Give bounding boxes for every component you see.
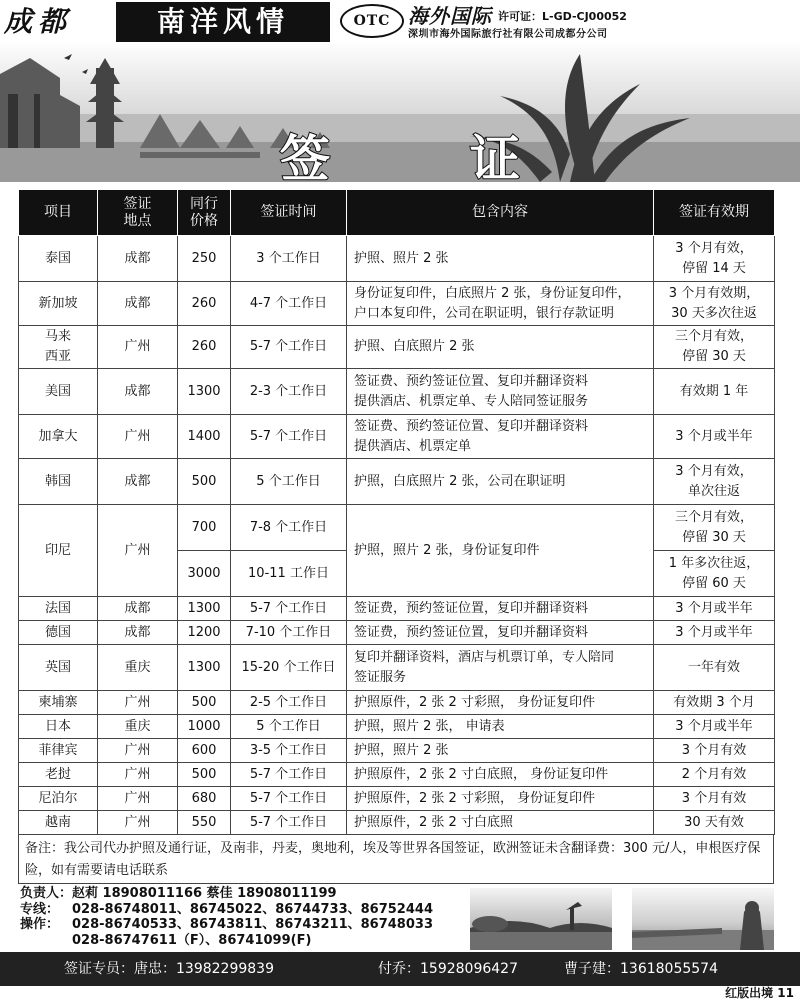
table-row <box>19 236 775 282</box>
table-row <box>19 415 775 459</box>
title-char-2: 证 <box>470 129 520 182</box>
title-char-1: 签 <box>280 129 330 182</box>
place-cell: 广州 <box>98 691 178 715</box>
col-header-time: 签证时间 <box>231 190 347 236</box>
table-header-row <box>19 190 775 236</box>
col-header-item: 项目 <box>19 190 98 236</box>
otc-logo-text: OTC <box>353 13 391 29</box>
time-cell: 4-7 个工作日 <box>231 282 347 326</box>
content-cell: 签证费，预约签证位置，复印并翻译资料 <box>347 621 654 645</box>
country-cell: 马来 西亚 <box>19 326 98 369</box>
place-cell: 成都 <box>98 597 178 621</box>
table-row <box>19 597 775 621</box>
country-cell: 加拿大 <box>19 415 98 459</box>
table-row <box>19 459 775 505</box>
time-cell: 5-7 个工作日 <box>231 763 347 787</box>
ops-value: 028-86740533、86743811、86743211、86748033 <box>72 917 433 932</box>
table-row <box>19 715 775 739</box>
table-row <box>19 763 775 787</box>
content-cell: 护照原件，2 张 2 寸彩照， 身份证复印件 <box>347 787 654 811</box>
country-cell: 柬埔寨 <box>19 691 98 715</box>
place-cell: 重庆 <box>98 715 178 739</box>
price-cell: 500 <box>178 691 231 715</box>
validity-cell: 3 个月有效， 单次往返 <box>654 459 775 505</box>
content-cell: 签证费，预约签证位置，复印并翻译资料 <box>347 597 654 621</box>
validity-cell: 3 个月有效期， 30 天多次往返 <box>654 282 775 326</box>
validity-cell: 3 个月有效， 停留 14 天 <box>654 236 775 282</box>
ops-line-2 <box>20 933 470 949</box>
price-cell: 600 <box>178 739 231 763</box>
visa-table <box>18 189 775 835</box>
validity-cell: 30 天有效 <box>654 811 775 835</box>
price-cell: 260 <box>178 326 231 369</box>
table-row <box>19 787 775 811</box>
validity-cell: 3 个月有效 <box>654 739 775 763</box>
table-row <box>19 505 775 551</box>
time-cell: 2-5 个工作日 <box>231 691 347 715</box>
table-row <box>19 282 775 326</box>
validity-cell: 3 个月或半年 <box>654 621 775 645</box>
place-cell: 广州 <box>98 326 178 369</box>
content-cell: 护照，照片 2 张， 申请表 <box>347 715 654 739</box>
time-cell: 3-5 个工作日 <box>231 739 347 763</box>
validity-cell: 1 年多次往返， 停留 60 天 <box>654 551 775 597</box>
time-cell: 5-7 个工作日 <box>231 415 347 459</box>
content-cell: 护照，照片 2 张，身份证复印件 <box>347 505 654 597</box>
validity-cell: 2 个月有效 <box>654 763 775 787</box>
table-row <box>19 326 775 369</box>
price-cell: 500 <box>178 459 231 505</box>
content-cell: 身份证复印件，白底照片 2 张，身份证复印件， 户口本复印件，公司在职证明，银行存款证明 <box>347 282 654 326</box>
country-cell: 日本 <box>19 715 98 739</box>
price-cell: 1200 <box>178 621 231 645</box>
place-cell: 广州 <box>98 415 178 459</box>
validity-cell: 三个月有效， 停留 30 天 <box>654 505 775 551</box>
price-cell: 1300 <box>178 369 231 415</box>
time-cell: 5-7 个工作日 <box>231 326 347 369</box>
content-cell: 签证费、预约签证位置、复印并翻译资料 提供酒店、机票定单、专人陪同签证服务 <box>347 369 654 415</box>
ops-value-2: 028-86747611（F）、86741099(F) <box>72 932 312 948</box>
validity-cell: 3 个月有效 <box>654 787 775 811</box>
time-cell: 3 个工作日 <box>231 236 347 282</box>
price-cell: 3000 <box>178 551 231 597</box>
country-cell: 美国 <box>19 369 98 415</box>
photo-statue <box>632 888 774 950</box>
country-cell: 英国 <box>19 645 98 691</box>
place-cell: 广州 <box>98 739 178 763</box>
country-cell: 印尼 <box>19 505 98 597</box>
remark-note: 备注：我公司代办护照及通行证，及南非，丹麦，奥地利，埃及等世界各国签证，欧洲签证未含翻译费：300 元/人，申根医疗保险，如有需要请电话联系 <box>18 835 774 884</box>
country-cell: 法国 <box>19 597 98 621</box>
hotline-line <box>20 902 470 918</box>
hotline-label: 专线： <box>20 901 60 917</box>
validity-cell: 有效期 1 年 <box>654 369 775 415</box>
col-header-content: 包含内容 <box>347 190 654 236</box>
table-row <box>19 811 775 835</box>
place-cell: 成都 <box>98 236 178 282</box>
country-cell: 德国 <box>19 621 98 645</box>
place-cell: 广州 <box>98 811 178 835</box>
license-number: 许可证：L-GD-CJ00052 <box>498 10 627 23</box>
time-cell: 5-7 个工作日 <box>231 787 347 811</box>
otc-logo <box>340 4 404 38</box>
place-cell: 重庆 <box>98 645 178 691</box>
header-bar <box>0 0 800 44</box>
time-cell: 10-11 工作日 <box>231 551 347 597</box>
time-cell: 5-7 个工作日 <box>231 811 347 835</box>
place-cell: 广州 <box>98 787 178 811</box>
validity-cell: 3 个月或半年 <box>654 597 775 621</box>
country-cell: 泰国 <box>19 236 98 282</box>
place-cell: 成都 <box>98 369 178 415</box>
validity-cell: 一年有效 <box>654 645 775 691</box>
country-cell: 韩国 <box>19 459 98 505</box>
content-cell: 复印并翻译资料，酒店与机票订单，专人陪同 签证服务 <box>347 645 654 691</box>
price-cell: 700 <box>178 505 231 551</box>
col-header-price: 同行 价格 <box>178 190 231 236</box>
hotline-value: 028-86748011、86745022、86744733、86752444 <box>72 901 433 917</box>
content-cell: 护照原件，2 张 2 寸白底照， 身份证复印件 <box>347 763 654 787</box>
place-cell: 广州 <box>98 505 178 597</box>
place-cell: 广州 <box>98 763 178 787</box>
place-cell: 成都 <box>98 459 178 505</box>
footer-contact-3: 曹子建：13618055574 <box>564 961 718 977</box>
table-row <box>19 691 775 715</box>
content-cell: 签证费、预约签证位置、复印并翻译资料 提供酒店、机票定单 <box>347 415 654 459</box>
city-title: 成都 <box>4 5 73 38</box>
price-cell: 1000 <box>178 715 231 739</box>
time-cell: 7-10 个工作日 <box>231 621 347 645</box>
manager-label: 负责人： <box>20 886 73 901</box>
photo-bridge <box>470 888 612 950</box>
time-cell: 5-7 个工作日 <box>231 597 347 621</box>
price-cell: 1300 <box>178 597 231 621</box>
content-cell: 护照、白底照片 2 张 <box>347 326 654 369</box>
time-cell: 5 个工作日 <box>231 715 347 739</box>
table-row <box>19 621 775 645</box>
price-cell: 500 <box>178 763 231 787</box>
table-row <box>19 739 775 763</box>
brand-name: 海外国际 <box>408 4 492 28</box>
manager-line <box>20 886 470 902</box>
content-cell: 护照原件，2 张 2 寸彩照， 身份证复印件 <box>347 691 654 715</box>
country-cell: 老挝 <box>19 763 98 787</box>
time-cell: 15-20 个工作日 <box>231 645 347 691</box>
time-cell: 2-3 个工作日 <box>231 369 347 415</box>
ops-line <box>20 917 470 933</box>
time-cell: 5 个工作日 <box>231 459 347 505</box>
price-cell: 250 <box>178 236 231 282</box>
ops-label: 操作： <box>20 917 60 932</box>
price-cell: 260 <box>178 282 231 326</box>
contact-block <box>20 886 470 948</box>
footer-contact-2: 付乔：15928096427 <box>378 961 518 977</box>
page-mark: 红版出境 11 <box>725 986 794 1000</box>
place-cell: 成都 <box>98 282 178 326</box>
country-cell: 菲律宾 <box>19 739 98 763</box>
col-header-place: 签证 地点 <box>98 190 178 236</box>
price-cell: 1300 <box>178 645 231 691</box>
company-name: 深圳市海外国际旅行社有限公司成都分公司 <box>408 29 608 40</box>
footer-bar <box>0 952 800 986</box>
table-row <box>19 645 775 691</box>
content-cell: 护照，照片 2 张 <box>347 739 654 763</box>
visa-table-body <box>19 236 775 835</box>
page-title <box>280 120 520 182</box>
country-cell: 新加坡 <box>19 282 98 326</box>
footer-contact-1: 签证专员：唐忠：13982299839 <box>64 961 274 977</box>
theme-title: 南洋风情 <box>116 2 330 42</box>
price-cell: 680 <box>178 787 231 811</box>
validity-cell: 3 个月或半年 <box>654 415 775 459</box>
time-cell: 7-8 个工作日 <box>231 505 347 551</box>
content-cell: 护照、照片 2 张 <box>347 236 654 282</box>
banner-image <box>0 44 800 182</box>
visa-table-wrapper <box>18 189 774 884</box>
place-cell: 成都 <box>98 621 178 645</box>
table-row <box>19 369 775 415</box>
manager-value: 赵莉 18908011166 蔡佳 18908011199 <box>72 886 337 901</box>
price-cell: 1400 <box>178 415 231 459</box>
validity-cell: 3 个月或半年 <box>654 715 775 739</box>
country-cell: 尼泊尔 <box>19 787 98 811</box>
validity-cell: 有效期 3 个月 <box>654 691 775 715</box>
validity-cell: 三个月有效， 停留 30 天 <box>654 326 775 369</box>
content-cell: 护照原件，2 张 2 寸白底照 <box>347 811 654 835</box>
content-cell: 护照，白底照片 2 张，公司在职证明 <box>347 459 654 505</box>
country-cell: 越南 <box>19 811 98 835</box>
price-cell: 550 <box>178 811 231 835</box>
col-header-validity: 签证有效期 <box>654 190 775 236</box>
